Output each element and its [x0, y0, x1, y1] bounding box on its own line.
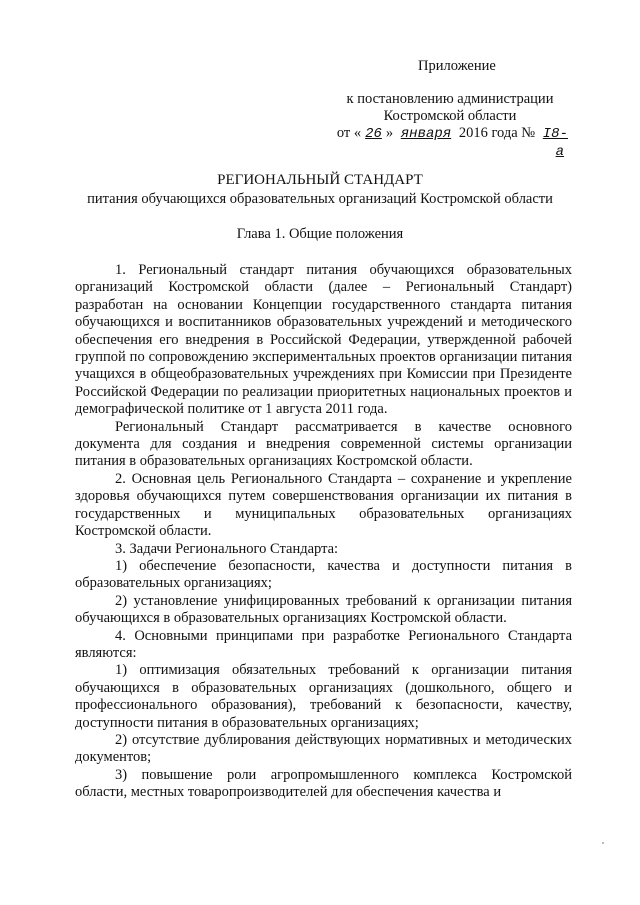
- appendix-title: Приложение: [418, 58, 496, 74]
- paragraph: 3. Задачи Регионального Стандарта:: [115, 540, 339, 557]
- paragraph: 2) отсутствие дублирования действующих нормативных и методических документов;: [75, 731, 572, 766]
- appendix-date-line: [330, 125, 570, 161]
- paragraph: 1. Региональный стандарт питания обучающихся образовательных организаций Костромской области (далее – Региональный Стандарт) разработан на основании Концепции государственного стандарта питания обучающихся и воспитанников образовательных учреждений и методического обеспечения его внедрения в Российской Федерации, утвержденной рабочей группой по сопровождению экспериментальных проектов организации питания учащихся в общеобразовательных учреждениях при Комиссии при Президенте Российской Федерации по реализации приоритетных национальных проектов и демографической политике от 1 августа 2011 года.: [75, 262, 572, 418]
- scan-speck: [602, 842, 604, 844]
- paragraph: Региональный Стандарт рассматривается в качестве основного документа для создания и внедрения современной системы организации питания в образовательных организациях Костромской области.: [75, 418, 572, 470]
- date-year: 2016 года №: [458, 125, 536, 141]
- date-mid: »: [385, 125, 394, 141]
- date-day: 26: [365, 126, 382, 142]
- chapter-heading: Глава 1. Общие положения: [236, 226, 404, 242]
- appendix-block: [330, 58, 570, 161]
- paragraph: 1) оптимизация обязательных требований к организации питания обучающихся в образовательных организациях (дошкольного, общего и профессионального образования), требований к безопасности, качеству, доступности питания в образовательных организациях;: [75, 662, 572, 731]
- paragraph: 4. Основными принципами при разработке Регионального Стандарта являются:: [75, 627, 572, 661]
- document-body: [75, 262, 572, 802]
- paragraph: 1) обеспечение безопасности, качества и доступности питания в образовательных организациях;: [75, 557, 572, 592]
- date-prefix: от «: [336, 125, 362, 141]
- document-subtitle: питания обучающихся образовательных организаций Костромской области: [87, 191, 553, 207]
- document-title: РЕГИОНАЛЬНЫЙ СТАНДАРТ: [217, 172, 423, 188]
- paragraph: 3) повышение роли агропромышленного комплекса Костромской области, местных товаропроизводителей для обеспечения качества и: [75, 766, 572, 801]
- document-number: I8-а: [542, 126, 568, 160]
- paragraph: 2. Основная цель Регионального Стандарта – сохранение и укрепление здоровья обучающихся путем совершенствования организации их питания в государственных и муниципальных образовательных организациях Костромской области.: [75, 470, 572, 540]
- date-month: января: [400, 126, 452, 142]
- appendix-resolution: к постановлению администрации: [346, 91, 554, 107]
- appendix-region: Костромской области: [383, 108, 517, 124]
- paragraph: 2) установление унифицированных требований к организации питания обучающихся в образовательных организациях Костромской области.: [75, 592, 572, 627]
